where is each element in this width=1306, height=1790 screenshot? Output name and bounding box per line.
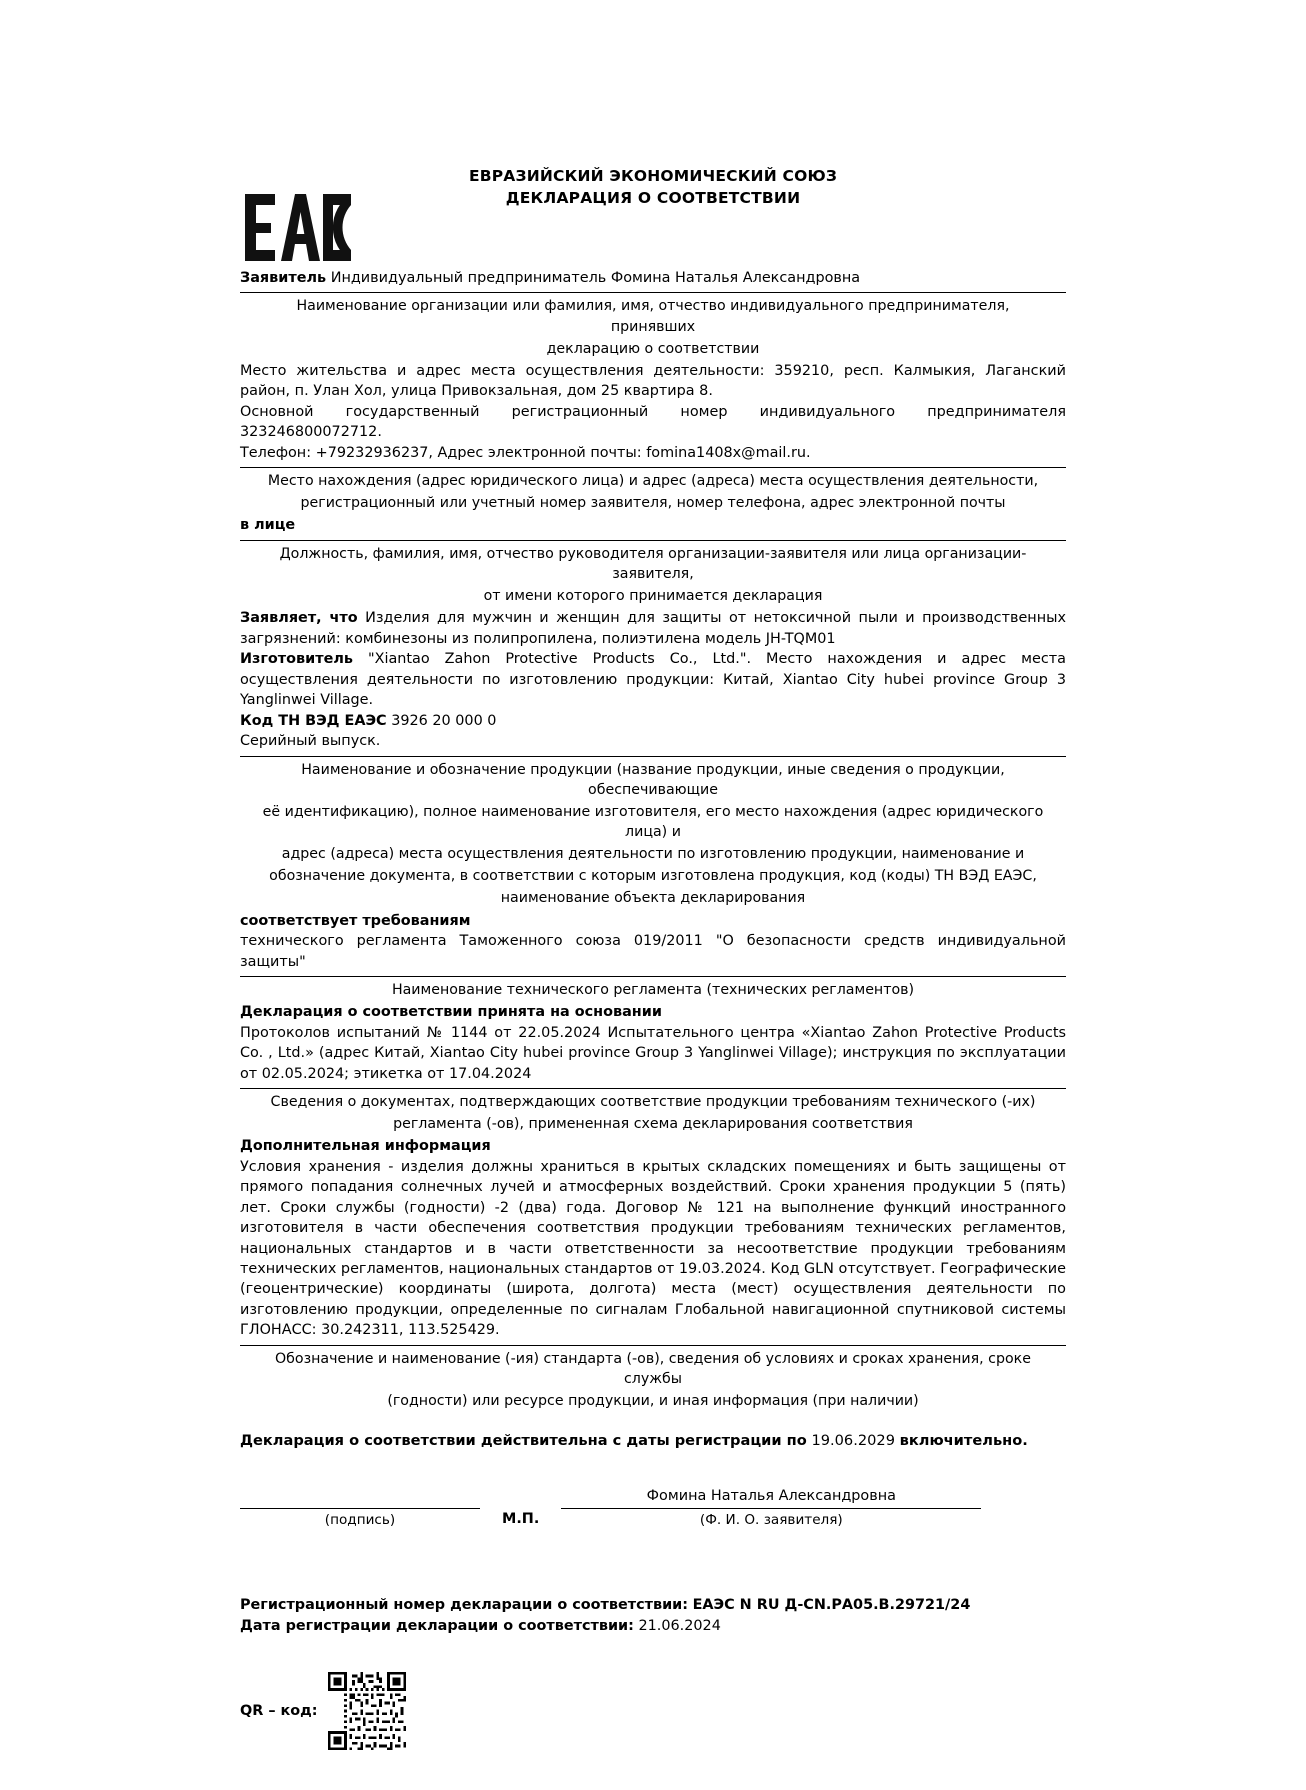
applicant-ogrnip: Основной государственный регистрационный номер индивидуального предпринимателя 323246800072712. [240,403,1066,441]
declares-label: Заявляет, что [240,610,358,627]
applicant-line [240,268,1066,288]
divider [240,292,1066,293]
signature-caption: (подпись) [324,1512,396,1529]
validity-suffix: включительно. [899,1432,1028,1450]
validity-line [240,1431,1066,1452]
signature-line [240,1490,480,1509]
declares-line [240,608,1066,649]
divider [240,1088,1066,1089]
batch-line: Серийный выпуск. [240,733,381,750]
applicant-caption-1: Наименование организации или фамилия, имя, отчество индивидуального предпринимателя, принявших [296,298,1010,335]
tnved-label: Код ТН ВЭД ЕАЭС [240,712,387,729]
declares-caption-3: адрес (адреса) места осуществления деятельности по изготовлению продукции, наименование и [281,846,1025,863]
conformity-label: соответствует требованиям [240,912,471,929]
conformity-caption: Наименование технического регламента (технических регламентов) [391,981,915,998]
applicant-name-caption: (Ф. И. О. заявителя) [699,1512,843,1529]
signature-row [240,1486,1066,1531]
conformity-value: технического регламента Таможенного союза 019/2011 "О безопасности средств индивидуальной защиты" [240,933,1066,970]
header-line-1: ЕВРАЗИЙСКИЙ ЭКОНОМИЧЕСКИЙ СОЮЗ [468,167,838,185]
representative-caption-1: Должность, фамилия, имя, отчество руководителя организации-заявителя или лица организации-заявителя, [279,545,1027,583]
tnved-value: 3926 20 000 0 [391,712,497,729]
divider [240,976,1066,977]
basis-caption-2: регламента (-ов), примененная схема декларирования соответствия [393,1116,913,1133]
registration-date-line [240,1616,1066,1638]
declares-product: Изделия для мужчин и женщин для защиты от нетоксичной пыли и производственных загрязнений: комбинезоны из полипропилена, полиэтилена модель JH-TQM01 [240,610,1067,647]
qr-label: QR – код: [240,1702,318,1719]
eac-mark-icon [243,190,353,265]
validity-prefix: Декларация о соответствии действительна с даты регистрации по [240,1432,807,1450]
basis-caption-1: Сведения о документах, подтверждающих соответствие продукции требованиям технического (-их) [270,1093,1036,1110]
registration-date-label: Дата регистрации декларации о соответствии: [240,1618,634,1635]
representative-line [240,515,1066,535]
manufacturer-line [240,649,1066,710]
representative-caption-2: от имени которого принимается декларация [483,588,823,605]
declares-caption-2: её идентификацию), полное наименование изготовителя, его место нахождения (адрес юридического лица) и [262,803,1044,840]
registration-number-line [240,1595,1066,1617]
applicant-caption-2: декларацию о соответствии [546,340,760,357]
representative-label: в лице [240,517,296,534]
basis-label: Декларация о соответствии принята на основании [240,1004,662,1021]
additional-value: Условия хранения - изделия должны храниться в крытых складских помещениях и быть защищены от прямого попадания солнечных лучей и атмосферных воздействий. Сроки хранения продукции 5 (пять) лет. Сроки службы (годности) -2 (два) года. Договор № 121 на выполнение функций иностранного изготовителя в части обеспечения соответствия продукции требованиям технических регламентов, национальных стандартов и в части ответственности за несоответствие продукции требованиям технических регламентов, национальных стандартов от 19.03.2024. Код GLN отсутствует. Географические (геоцентрические) координаты (широта, долгота) места (мест) осуществления деятельности по изготовлению продукции, определенные по сигналам Глобальной навигационной спутниковой системы ГЛОНАСС: 30.242311, 113.525429. [240,1158,1066,1339]
qr-row [240,1672,1066,1750]
registration-block [240,1595,1066,1638]
applicant-caption-4: регистрационный или учетный номер заявителя, номер телефона, адрес электронной почты [300,495,1006,512]
applicant-address: Место жительства и адрес места осуществления деятельности: 359210, респ. Калмыкия, Лаганский район, п. Улан Хол, улица Привокзальная, дом 25 квартира 8. [240,362,1066,400]
declares-caption-1: Наименование и обозначение продукции (название продукции, иные сведения о продукции, обеспечивающие [301,761,1005,798]
applicant-name-area [561,1486,981,1531]
validity-date: 19.06.2029 [811,1432,895,1450]
basis-value: Протоколов испытаний № 1144 от 22.05.2024 Испытательного центра «Xiantao Zahon Protective Products Co. , Ltd.» (адрес Китай, Xiantao City hubei province Group 3 Yanglinwei Village); инструкция по эксплуатации от 02.05.2024; этикетка от 17.04.2024 [240,1024,1066,1082]
registration-number-value: ЕАЭС N RU Д-CN.РА05.В.29721/24 [692,1596,971,1613]
additional-label: Дополнительная информация [240,1138,491,1155]
tnved-line [240,711,1066,731]
signature-area [240,1490,480,1530]
applicant-value: Индивидуальный предприниматель Фомина Наталья Александровна [330,269,861,286]
document-header [240,165,1066,210]
declaration-body [240,268,1066,1750]
header-line-2: ДЕКЛАРАЦИЯ О СООТВЕТСТВИИ [505,189,801,208]
manufacturer-label: Изготовитель [240,651,353,668]
registration-date-value: 21.06.2024 [638,1618,721,1635]
additional-caption-2: (годности) или ресурсе продукции, и иная информация (при наличии) [387,1393,919,1410]
qr-code-icon [328,1672,406,1750]
applicant-label: Заявитель [240,269,327,286]
divider [240,756,1066,757]
applicant-caption-3: Место нахождения (адрес юридического лица) и адрес (адреса) места осуществления деятельности, [267,473,1039,490]
divider [240,467,1066,468]
manufacturer-value: "Xiantao Zahon Protective Products Co., Ltd.". Место нахождения и адрес места осуществления деятельности по изготовлению продукции: Китай, Xiantao City hubei province Group 3 Yanglinwei Village. [240,651,1066,709]
divider [240,1345,1066,1346]
declares-caption-5: наименование объекта декларирования [500,890,806,907]
registration-number-label: Регистрационный номер декларации о соответствии: [240,1596,688,1613]
applicant-name: Фомина Наталья Александровна [646,1487,896,1504]
additional-caption-1: Обозначение и наименование (-ия) стандарта (-ов), сведения об условиях и сроках хранения, сроке службы [275,1350,1031,1387]
divider [240,540,1066,541]
declares-caption-4: обозначение документа, в соответствии с которым изготовлена продукция, код (коды) ТН ВЭД ЕАЭС, [269,868,1037,885]
applicant-contacts: Телефон: +79232936237, Адрес электронной почты: fomina1408x@mail.ru. [240,444,811,461]
stamp-label: М.П. [502,1511,540,1528]
